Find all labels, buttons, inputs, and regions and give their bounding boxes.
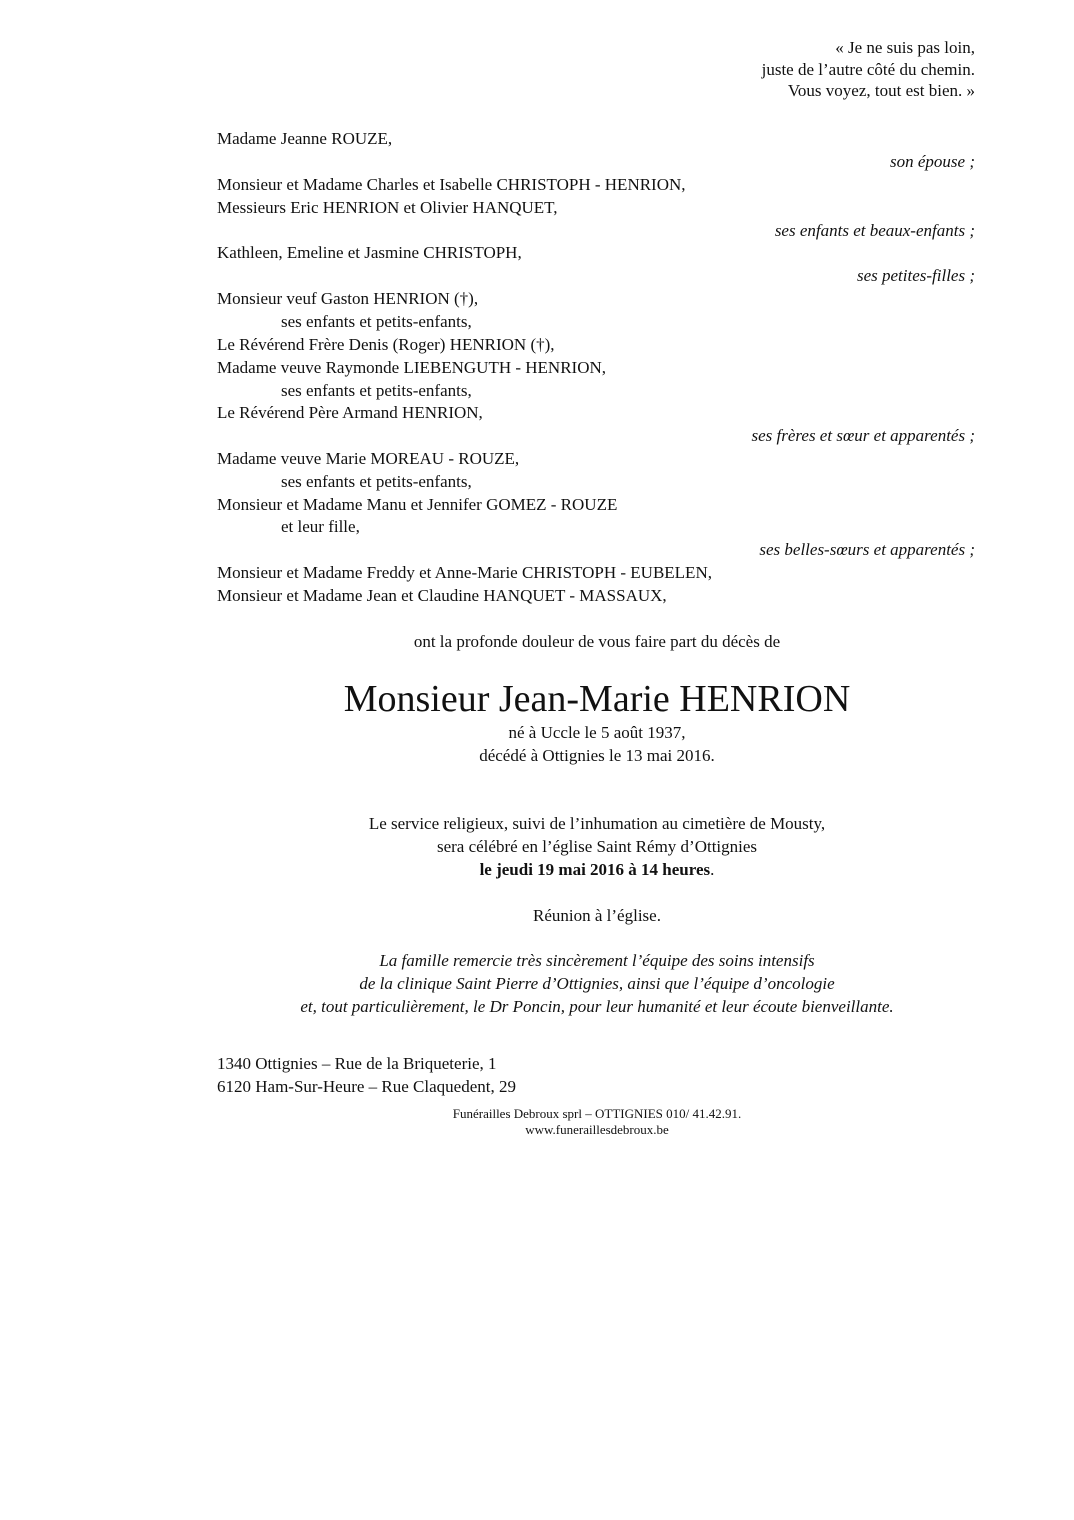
grandchildren-role: ses petites-filles ;	[856, 266, 975, 285]
spouse-name: Madame Jeanne ROUZE,	[217, 129, 393, 148]
sister-in-law-line: Madame veuve Marie MOREAU - ROUZE,	[217, 449, 520, 468]
quote-line: Vous voyez, tout est bien. »	[787, 81, 975, 100]
thanks-line: et, tout particulièrement, le Dr Poncin, pour leur humanité et leur écoute bienveillante.	[300, 997, 894, 1016]
sibling-line: Le Révérend Frère Denis (Roger) HENRION (†),	[217, 335, 555, 354]
service-date-end: .	[710, 860, 715, 879]
funeral-company: Funérailles Debroux sprl – OTTIGNIES 010/ 41.42.91.	[452, 1106, 742, 1121]
relative-line: Monsieur et Madame Freddy et Anne-Marie CHRISTOPH - EUBELEN,	[217, 563, 712, 582]
children-role: ses enfants et beaux-enfants ;	[774, 221, 975, 240]
relative-line: Monsieur et Madame Jean et Claudine HANQUET - MASSAUX,	[217, 586, 667, 605]
service-line: Le service religieux, suivi de l’inhumation au cimetière de Mousty,	[368, 814, 826, 833]
deceased-name: Monsieur Jean-Marie HENRION	[343, 678, 851, 720]
child-name: Messieurs Eric HENRION et Olivier HANQUET,	[217, 198, 558, 217]
service-date	[60, 859, 1074, 882]
sister-in-law-line: ses enfants et petits-enfants,	[281, 472, 472, 491]
sister-in-law-line: et leur fille,	[281, 517, 360, 536]
thanks-line: La famille remercie très sincèrement l’équipe des soins intensifs	[379, 951, 815, 970]
spouse-role: son épouse ;	[890, 152, 975, 171]
quote-line: juste de l’autre côté du chemin.	[761, 60, 975, 79]
death-info: décédé à Ottignies le 13 mai 2016.	[479, 746, 715, 765]
funeral-website: www.funeraillesdebroux.be	[525, 1122, 669, 1137]
sister-in-law-line: Monsieur et Madame Manu et Jennifer GOMEZ - ROUZE	[217, 495, 618, 514]
birth-info: né à Uccle le 5 août 1937,	[508, 723, 686, 742]
address-line: 1340 Ottignies – Rue de la Briqueterie, 1	[217, 1054, 497, 1073]
sibling-line: ses enfants et petits-enfants,	[281, 312, 472, 331]
sibling-line: Monsieur veuf Gaston HENRION (†),	[217, 289, 479, 308]
quote-line: « Je ne suis pas loin,	[835, 38, 975, 57]
siblings-role: ses frères et sœur et apparentés ;	[751, 426, 975, 445]
grandchildren-names: Kathleen, Emeline et Jasmine CHRISTOPH,	[217, 243, 522, 262]
address-line: 6120 Ham-Sur-Heure – Rue Claquedent, 29	[217, 1077, 516, 1096]
child-name: Monsieur et Madame Charles et Isabelle CHRISTOPH - HENRION,	[217, 175, 686, 194]
thanks-line: de la clinique Saint Pierre d’Ottignies, ainsi que l’équipe d’oncologie	[359, 974, 835, 993]
sibling-line: Madame veuve Raymonde LIEBENGUTH - HENRION,	[217, 358, 607, 377]
announcement-text: ont la profonde douleur de vous faire part du décès de	[413, 632, 781, 651]
sibling-line: ses enfants et petits-enfants,	[281, 381, 472, 400]
meeting-info: Réunion à l’église.	[533, 906, 661, 925]
service-date-bold: le jeudi 19 mai 2016 à 14 heures	[479, 860, 711, 879]
sisters-in-law-role: ses belles-sœurs et apparentés ;	[759, 540, 975, 559]
sibling-line: Le Révérend Père Armand HENRION,	[217, 403, 483, 422]
service-line: sera célébré en l’église Saint Rémy d’Ottignies	[436, 837, 758, 856]
